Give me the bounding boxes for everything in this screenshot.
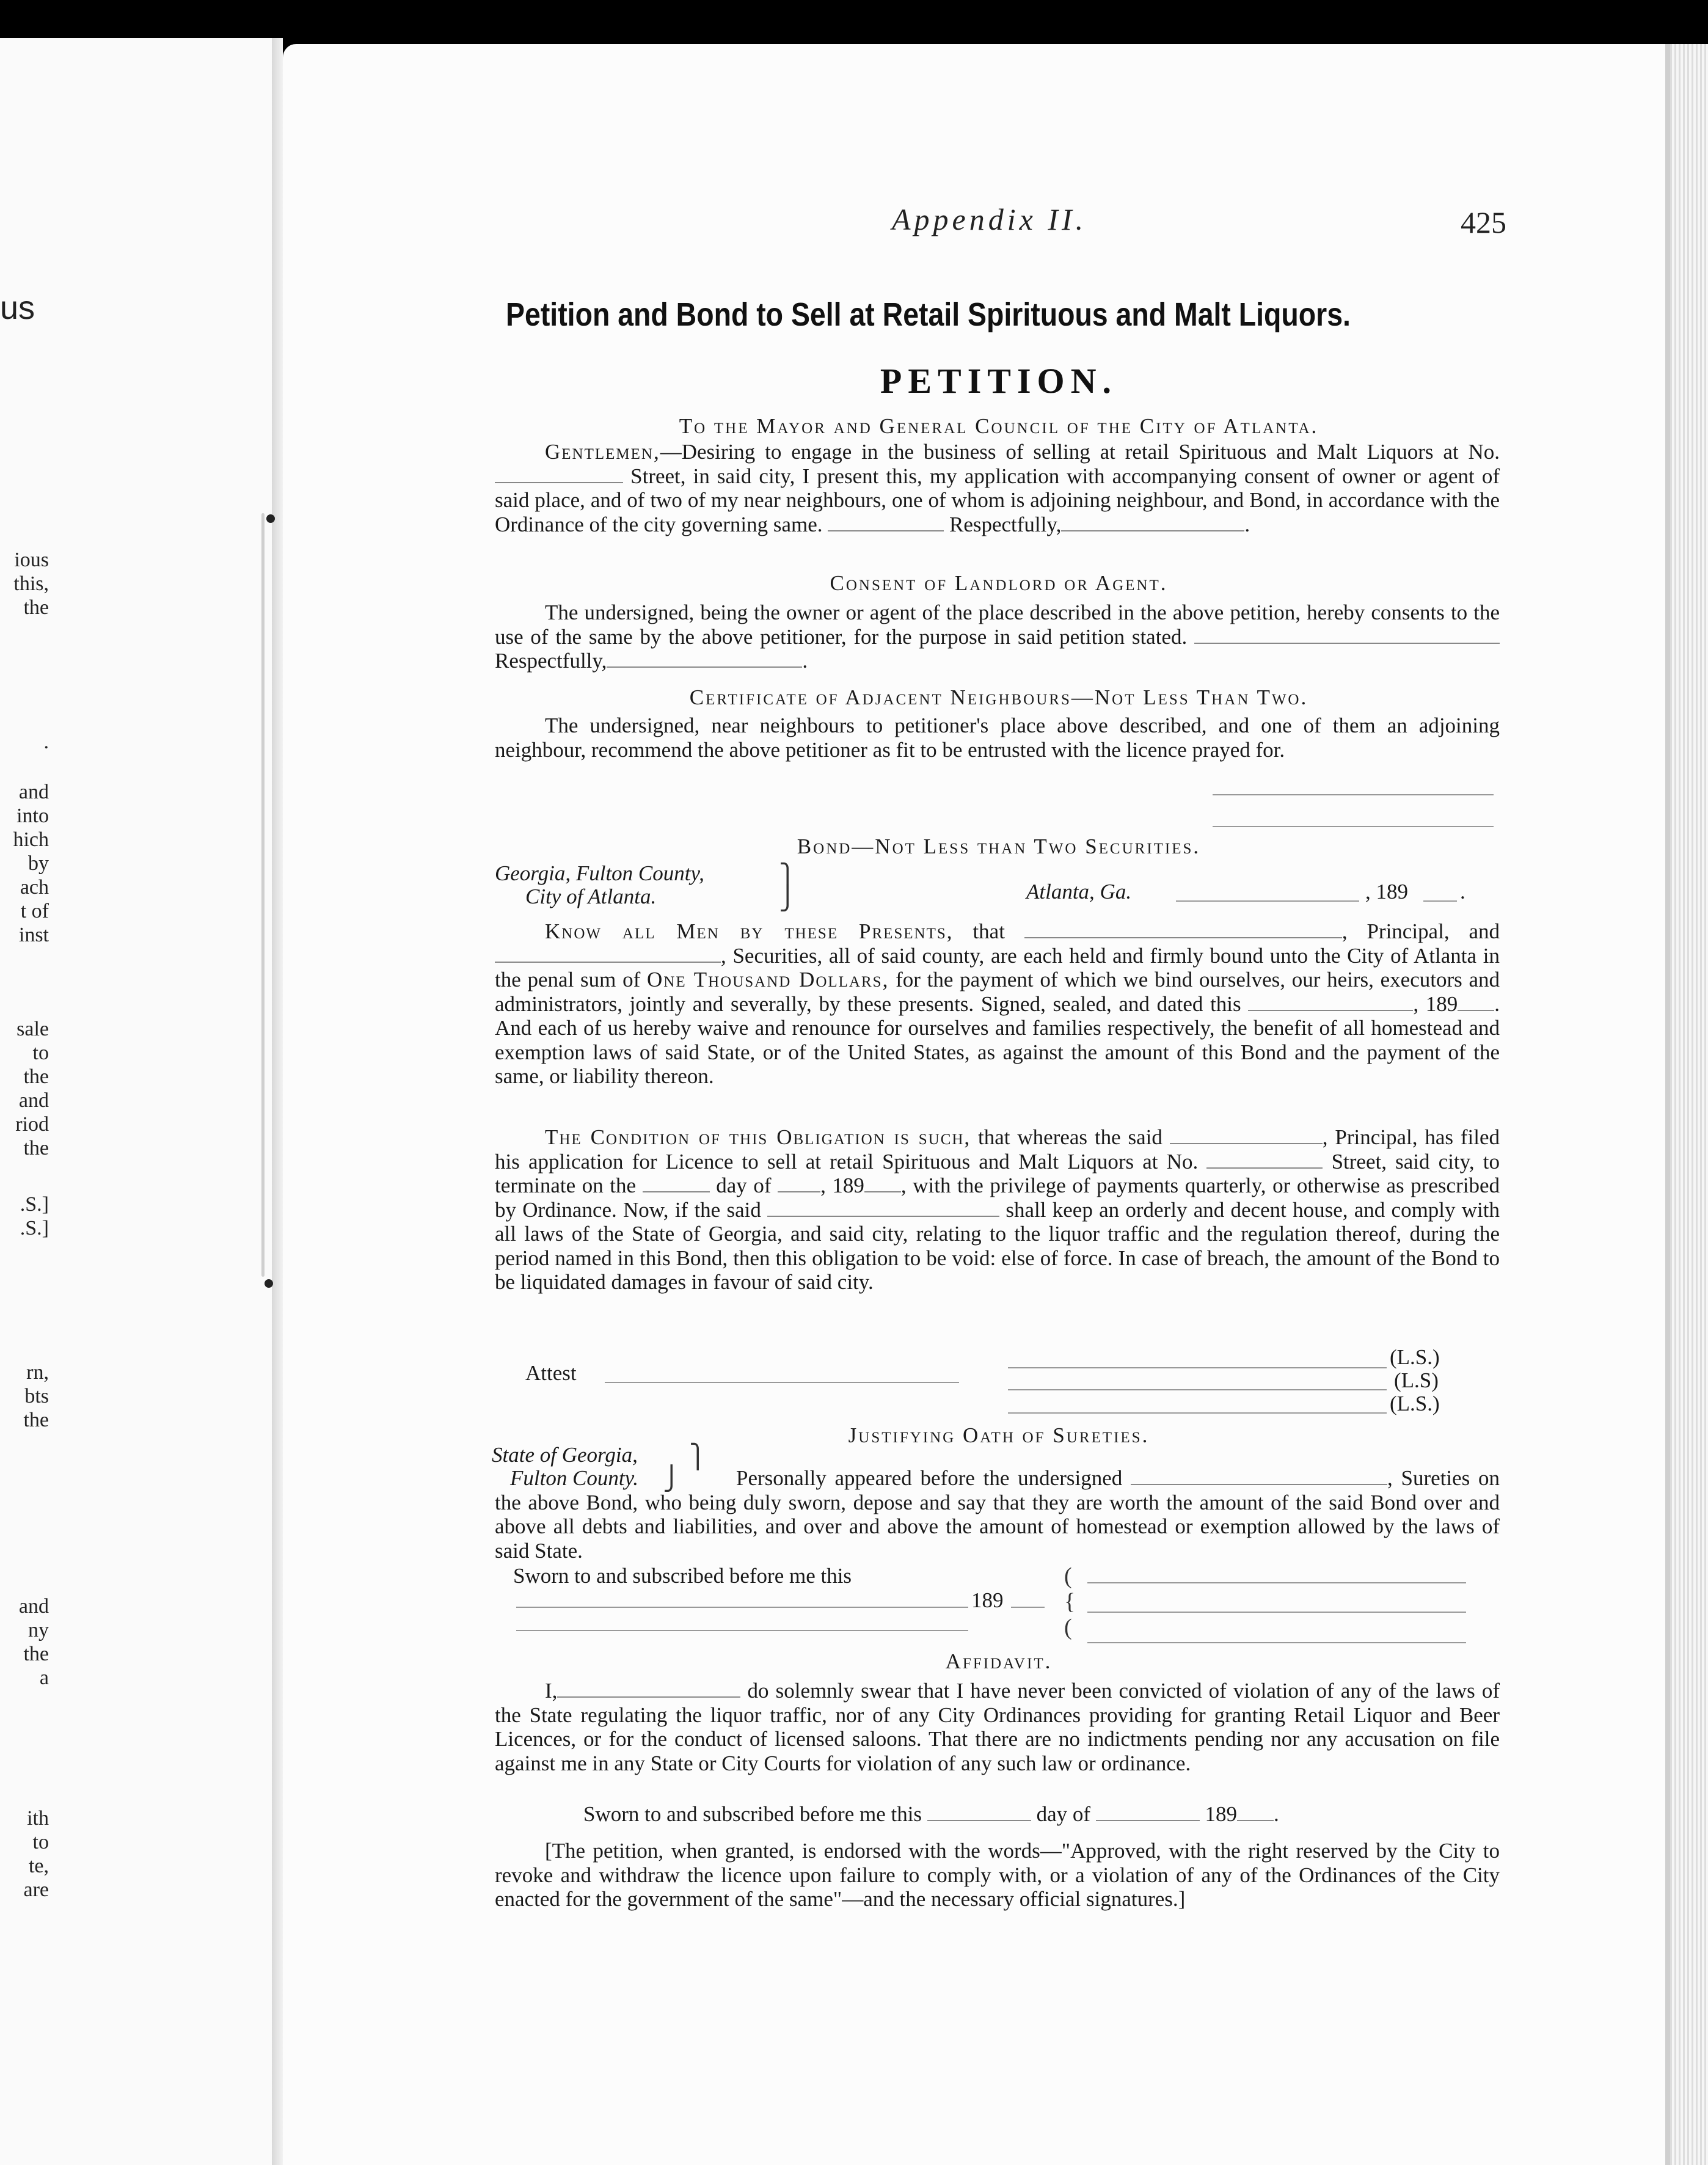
surety-signature-line bbox=[1087, 1642, 1466, 1643]
affidavit-text: I, bbox=[545, 1679, 558, 1703]
sworn-text: 189 bbox=[1205, 1802, 1238, 1826]
petition-text-2: Street, in said city, I present this, my application with accompanying consent of owner or agent of said place, and of two of my near neighbours, one of whom is adjoining neighbour, and Bond, in accordance with the Ordinance of the city governing same. bbox=[495, 464, 1500, 536]
brace: ⎭ bbox=[663, 1466, 681, 1492]
date-blank bbox=[1248, 993, 1413, 1011]
left-fragment: rn, bbox=[26, 1361, 49, 1384]
left-fragment: and bbox=[18, 781, 49, 803]
condition-lead: The Condition of this Obligation is such, bbox=[545, 1125, 971, 1149]
affidavit-text: do solemnly swear that I have never been convicted of violation of any of the laws of the State regulating the liquor traffic, nor of any City Ordinances providing for granting Retail Liquor and Beer Licences, or for the conduct of licensed saloons. That there are no indictments pending nor any accusation on file against me in any State or City Courts for violation of any such law or ordinance. bbox=[495, 1679, 1500, 1775]
condition-text: , Principal, has filed his application for Licence to sell at retail Spirituous and Malt Liquors at No. bbox=[495, 1125, 1500, 1174]
signature-blank bbox=[1061, 513, 1244, 531]
brace: ⎫ bbox=[689, 1444, 707, 1470]
brace: ⎫ bbox=[779, 864, 797, 889]
consent-paragraph bbox=[495, 601, 1500, 673]
year-blank bbox=[1458, 993, 1494, 1011]
surety-signature-line bbox=[1008, 1389, 1387, 1390]
condition-text: day of bbox=[716, 1174, 772, 1197]
venue-city: City of Atlanta. bbox=[525, 885, 657, 908]
oath-heading: Justifying Oath of Sureties. bbox=[848, 1423, 1150, 1447]
surety-signature-line bbox=[1008, 1412, 1387, 1414]
left-fragment: t of bbox=[20, 900, 49, 922]
left-fragment: bts bbox=[24, 1385, 49, 1407]
attest-label: Attest bbox=[525, 1361, 577, 1385]
seal-marker: (L.S.) bbox=[1390, 1345, 1440, 1369]
page-edges bbox=[1670, 44, 1708, 2165]
left-fragment: .S.] bbox=[20, 1217, 49, 1239]
left-fragment: the bbox=[23, 596, 49, 619]
oath-venue-county: Fulton County. bbox=[510, 1466, 638, 1490]
day-blank bbox=[643, 1174, 710, 1192]
punct: . bbox=[1460, 880, 1465, 904]
left-fragment: te, bbox=[28, 1855, 49, 1877]
year-blank bbox=[1423, 900, 1457, 902]
left-fragment: by bbox=[28, 852, 49, 875]
closing-note: [The petition, when granted, is endorsed with the words—"Approved, with the right reserved by the City to revoke and withdraw the licence upon failure to comply with, or a violation of any of the Ordinances of the City enacted for the government of the same"—and the necessary official signatures.] bbox=[495, 1839, 1500, 1911]
left-fragment: a bbox=[39, 1667, 49, 1689]
binding-hole-top bbox=[266, 514, 275, 523]
principal-blank bbox=[1170, 1126, 1323, 1144]
bond-text: . And each of us hereby waive and renounce for ourselves and families respectively, the benefit of all homestead and exemption laws of said State, or of the United States, as against the amount of this Bond and the payment of the same, or liability thereon. bbox=[495, 991, 1500, 1088]
affidavit-heading: Affidavit. bbox=[945, 1649, 1053, 1673]
month-blank bbox=[1096, 1803, 1200, 1821]
neighbour-signature-line bbox=[1213, 794, 1494, 795]
left-fragment: hich bbox=[13, 828, 49, 851]
certificate-paragraph: The undersigned, near neighbours to petitioner's place above described, and one of them an adjoining neighbour, recommend the above petitioner as fit to be entrusted with the licence prayed for. bbox=[495, 714, 1500, 762]
seal-marker: (L.S) bbox=[1394, 1368, 1439, 1392]
left-fragment: are bbox=[23, 1878, 49, 1901]
left-fragment: into bbox=[16, 805, 49, 827]
condition-text: , with the privilege of payments quarterly, or otherwise as prescribed by Ordinance. Now, if the said bbox=[495, 1174, 1500, 1222]
signature-blank bbox=[607, 649, 802, 668]
surety-signature-line bbox=[1087, 1612, 1466, 1613]
left-fragment: and bbox=[18, 1595, 49, 1618]
date-blank bbox=[828, 513, 944, 531]
address-line: To the Mayor and General Council of the City of Atlanta. bbox=[679, 414, 1319, 438]
bond-text: , Principal, and bbox=[1341, 919, 1500, 943]
binding-thread bbox=[261, 513, 265, 1277]
left-fragment: riod bbox=[15, 1113, 49, 1136]
venue-year: , 189 bbox=[1365, 880, 1408, 904]
seal-marker: (L.S.) bbox=[1390, 1392, 1440, 1415]
bond-text: that bbox=[973, 919, 1005, 943]
left-fragment: us bbox=[0, 290, 35, 326]
affidavit-paragraph bbox=[495, 1679, 1500, 1775]
punct: . bbox=[1244, 512, 1250, 536]
binding-hole-bottom bbox=[265, 1279, 273, 1288]
bond-amount: One Thousand Dollars, bbox=[647, 968, 889, 991]
bond-text: for the payment of which we bind ourselves, our heirs, executors and administrators, jointly and severally, by these presents. Signed, sealed, and dated this bbox=[495, 968, 1500, 1016]
left-fragment: the bbox=[23, 1643, 49, 1665]
left-fragment: ach bbox=[20, 876, 49, 899]
condition-paragraph bbox=[495, 1125, 1500, 1294]
condition-text: shall keep an orderly and decent house, and comply with all laws of the State of Georgia, and said city, relating to the liquor traffic and the regulation thereof, during the period named in this Bond, then this obligation to be void: else of force. In case of breach, the amount of the Bond to be liquidated damages in favour of said city. bbox=[495, 1197, 1500, 1294]
left-fragment: the bbox=[23, 1065, 49, 1088]
punct: . bbox=[1274, 1802, 1279, 1826]
left-fragment: inst bbox=[18, 924, 49, 946]
year-blank bbox=[1011, 1607, 1045, 1608]
petition-heading: PETITION. bbox=[880, 361, 1118, 401]
petition-paragraph bbox=[495, 440, 1500, 536]
left-fragment: . bbox=[43, 731, 49, 753]
principal-blank bbox=[1024, 920, 1342, 938]
running-head: Appendix II. bbox=[892, 202, 1087, 236]
oath-text: , Sureties on the above Bond, who being duly sworn, depose and say that they are worth the amount of the said Bond over and above all debts and liabilities, and over and above the amount of homestead or exemption allowed by the laws of said State. bbox=[495, 1466, 1500, 1563]
left-fragment: ious bbox=[14, 549, 49, 571]
principal-blank bbox=[767, 1199, 999, 1217]
page-edge-shadow bbox=[1665, 44, 1670, 2165]
left-fragment: to bbox=[32, 1042, 49, 1064]
left-fragment: the bbox=[23, 1409, 49, 1431]
left-fragment: and bbox=[18, 1089, 49, 1112]
book-gutter bbox=[272, 38, 283, 2165]
consent-respectfully: Respectfully, bbox=[495, 649, 607, 673]
neighbour-signature-line bbox=[1213, 826, 1494, 827]
brace: ( bbox=[1064, 1615, 1072, 1640]
year-blank bbox=[864, 1174, 901, 1192]
sworn-year: 189 bbox=[971, 1588, 1004, 1612]
sworn-text: Sworn to and subscribed before me this bbox=[583, 1802, 922, 1826]
street-number-blank bbox=[495, 465, 623, 483]
certificate-heading: Certificate of Adjacent Neighbours—Not Less Than Two. bbox=[689, 685, 1308, 709]
venue-county: Georgia, Fulton County, bbox=[495, 861, 704, 885]
date-blank bbox=[516, 1607, 968, 1608]
bond-lead: Know all Men by these Presents, bbox=[545, 919, 954, 943]
street-number-blank bbox=[1206, 1150, 1323, 1169]
sworn-statement-2 bbox=[583, 1802, 1279, 1827]
oath-paragraph bbox=[495, 1466, 1500, 1563]
petition-respectfully: Respectfully, bbox=[949, 512, 1062, 536]
name-blank bbox=[557, 1679, 740, 1698]
bond-paragraph bbox=[495, 919, 1500, 1089]
sworn-text: day of bbox=[1036, 1802, 1091, 1826]
brace: { bbox=[1064, 1589, 1076, 1615]
month-blank bbox=[778, 1174, 820, 1192]
left-fragment: the bbox=[23, 1137, 49, 1159]
surety-signature-line bbox=[1008, 1367, 1387, 1368]
left-fragment: sale bbox=[16, 1018, 49, 1040]
venue-place: Atlanta, Ga. bbox=[1026, 880, 1132, 904]
bond-text: , Securities, all of said county, are each held and firmly bound unto the City of Atlanta in the penal sum of bbox=[495, 943, 1500, 991]
brace: ⎭ bbox=[779, 886, 797, 911]
day-blank bbox=[927, 1803, 1031, 1821]
surety-signature-line bbox=[1087, 1582, 1466, 1583]
officer-signature-line bbox=[516, 1630, 968, 1631]
year-blank bbox=[1237, 1803, 1274, 1821]
punct: . bbox=[802, 649, 808, 673]
oath-text: Personally appeared before the undersigned bbox=[736, 1466, 1123, 1490]
securities-blank bbox=[495, 944, 721, 963]
bond-text: , 189 bbox=[1413, 991, 1458, 1016]
page-title: Petition and Bond to Sell at Retail Spirituous and Malt Liquors. bbox=[506, 296, 1351, 333]
page-number: 425 bbox=[1461, 205, 1506, 239]
officer-blank bbox=[1131, 1467, 1387, 1485]
oath-venue-state: State of Georgia, bbox=[492, 1443, 638, 1467]
left-fragment: ith bbox=[27, 1807, 49, 1830]
left-fragment: this, bbox=[13, 572, 49, 595]
sworn-statement: Sworn to and subscribed before me this bbox=[513, 1564, 852, 1588]
attest-line bbox=[605, 1382, 959, 1383]
petition-text-1: —Desiring to engage in the business of selling at retail Spirituous and Malt Liquors at No. bbox=[660, 440, 1500, 464]
left-fragment: to bbox=[32, 1831, 49, 1853]
date-blank bbox=[1176, 900, 1359, 902]
brace: ( bbox=[1064, 1563, 1072, 1589]
condition-text: that whereas the said bbox=[978, 1125, 1162, 1149]
consent-heading: Consent of Landlord or Agent. bbox=[830, 571, 1168, 595]
condition-text: , 189 bbox=[820, 1174, 864, 1197]
salutation: Gentlemen, bbox=[545, 440, 660, 464]
condition-text: Street, said city, to terminate on the bbox=[495, 1149, 1500, 1197]
consent-text: The undersigned, being the owner or agent of the place described in the above petition, hereby consents to the use of the same by the above petitioner, for the purpose in said petition stated. bbox=[495, 601, 1500, 649]
left-fragment: .S.] bbox=[20, 1193, 49, 1216]
left-fragment: ny bbox=[28, 1619, 49, 1641]
bond-heading: Bond—Not Less than Two Securities. bbox=[797, 834, 1201, 858]
spacer-blank bbox=[1194, 626, 1500, 644]
